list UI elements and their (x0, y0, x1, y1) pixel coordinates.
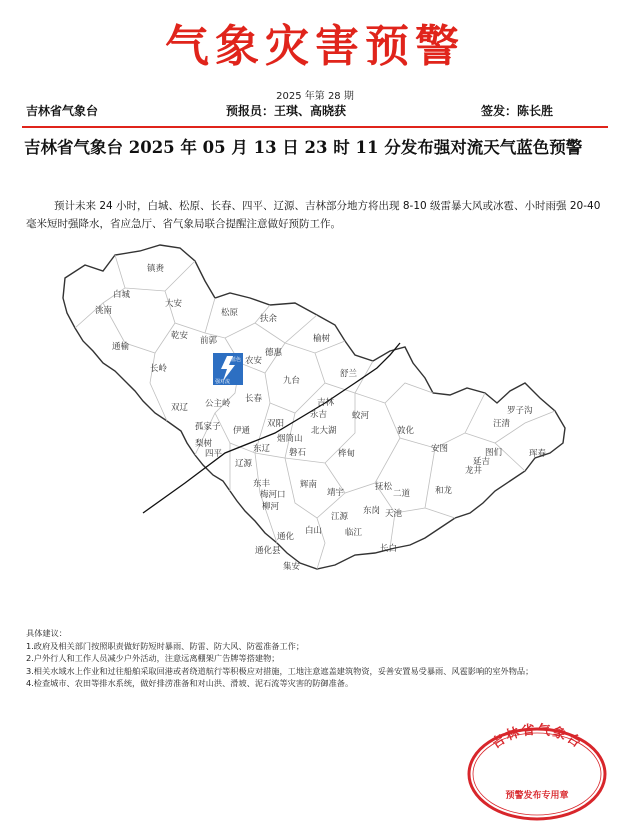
city-label: 汪清 (493, 419, 511, 429)
official-stamp (462, 722, 612, 822)
city-label: 长春 (245, 394, 263, 404)
city-label: 罗子沟 (507, 406, 533, 416)
city-label: 公主岭 (205, 399, 231, 409)
city-label: 东岗 (363, 506, 381, 516)
city-label: 舒兰 (340, 369, 358, 379)
city-label: 扶余 (260, 314, 278, 324)
suggestion-item: 1.政府及相关部门按照职责做好防短时暴雨、防雷、防大风、防雹准备工作； (26, 640, 305, 651)
province-map (55, 243, 575, 583)
suggestion-item: 2.户外行人和工作人员减少户外活动，注意远离棚架广告牌等搭建物； (26, 653, 280, 663)
city-label: 二道 (393, 489, 411, 499)
city-label: 和龙 (435, 486, 453, 496)
city-label: 靖宇 (327, 488, 345, 498)
svg-text:吉林省气象台 (488, 722, 585, 752)
city-label: 前郭 (200, 336, 218, 346)
city-label: 柳河 (262, 502, 280, 512)
reporters: 预报员：王琪、高晓获 (226, 104, 347, 118)
city-label: 永吉 (310, 410, 328, 420)
city-label: 白山 (305, 526, 323, 536)
city-label: 大安 (165, 299, 183, 309)
city-label: 通化 (277, 532, 295, 542)
agency-name: 吉林省气象台 (26, 104, 99, 118)
signer: 签发：陈长胜 (481, 104, 554, 118)
suggestion-item: 4.检查城市、农田等排水系统，做好排涝准备和对山洪、滑坡、泥石流等灾害的防御准备。 (26, 678, 354, 688)
city-label: 北大湖 (311, 426, 337, 436)
city-label: 辉南 (300, 480, 318, 490)
city-label: 德惠 (265, 348, 283, 358)
city-label: 辽源 (235, 459, 253, 469)
city-label: 临江 (345, 528, 363, 538)
city-label: 长岭 (150, 364, 168, 374)
city-label: 安图 (431, 444, 449, 454)
city-label: 农安 (245, 356, 263, 366)
issue-number: 2025 年第 28 期 (276, 91, 354, 102)
red-divider (22, 126, 608, 128)
city-label: 乾安 (171, 331, 189, 341)
city-label: 伊通 (233, 426, 251, 436)
city-label: 通榆 (112, 342, 130, 352)
city-label: 四平 (205, 449, 223, 459)
city-label: 白城 (113, 290, 131, 300)
warning-headline: 吉林省气象台 2025 年 05 月 13 日 23 时 11 分发布强对流天气蓝色预警 (24, 138, 583, 157)
city-label: 江源 (331, 512, 349, 522)
icon-label-2: 强对流 (215, 379, 231, 385)
city-label: 天池 (385, 509, 403, 519)
city-label: 东辽 (253, 444, 271, 454)
city-label: 东丰 (253, 479, 271, 489)
city-label: 敦化 (397, 426, 415, 436)
city-label: 吉林 (317, 398, 335, 408)
city-label: 长白 (380, 544, 398, 554)
warning-body: 预计未来 24 小时，白城、松原、长春、四平、辽源、吉林部分地方将出现 8-10 级雷暴大风或冰雹、小时雨强 20-40 毫米短时强降水，省应急厅、省气象局联合提醒注意做好预防工作。 (26, 200, 601, 230)
city-label: 镇赉 (147, 264, 165, 274)
city-label: 双辽 (171, 403, 189, 413)
suggestions (26, 627, 606, 690)
suggestion-item: 3.相关水域水上作业和过往船舶采取回港或者绕道航行等积极应对措施，工地注意遮盖建筑物资，妥善安置易受暴雨、风雹影响的室外物品； (26, 665, 534, 676)
city-label: 松原 (221, 308, 239, 318)
city-label: 延吉 (473, 457, 491, 467)
city-label: 九台 (283, 376, 301, 386)
map-svg (55, 243, 575, 583)
suggestions-heading: 具体建议： (26, 628, 67, 638)
meta-row (26, 102, 611, 120)
city-label: 蛟河 (352, 411, 370, 421)
city-label: 磐石 (289, 448, 307, 458)
stamp-top-text: 吉林省气象台 (488, 722, 586, 752)
city-label: 珲春 (529, 449, 547, 459)
city-label: 烟筒山 (277, 434, 303, 444)
icon-label-1: 蓝色 (231, 357, 242, 363)
city-label: 孤家子 (195, 422, 221, 432)
city-label: 梅河口 (260, 490, 286, 500)
city-label: 通化县 (255, 546, 281, 556)
city-label: 双阳 (267, 419, 285, 429)
stamp-bottom-text: 预警发布专用章 (505, 791, 569, 801)
city-label: 抚松 (375, 482, 393, 492)
province-outline (63, 245, 565, 569)
city-label: 榆树 (313, 334, 331, 344)
city-label: 图们 (485, 448, 503, 458)
city-label: 洮南 (95, 306, 113, 316)
city-label: 集安 (283, 562, 301, 572)
city-label: 桦甸 (338, 449, 356, 459)
city-label: 龙井 (465, 466, 483, 476)
document-title: 气象灾害预警 (165, 21, 465, 72)
city-label: 梨树 (195, 439, 213, 449)
